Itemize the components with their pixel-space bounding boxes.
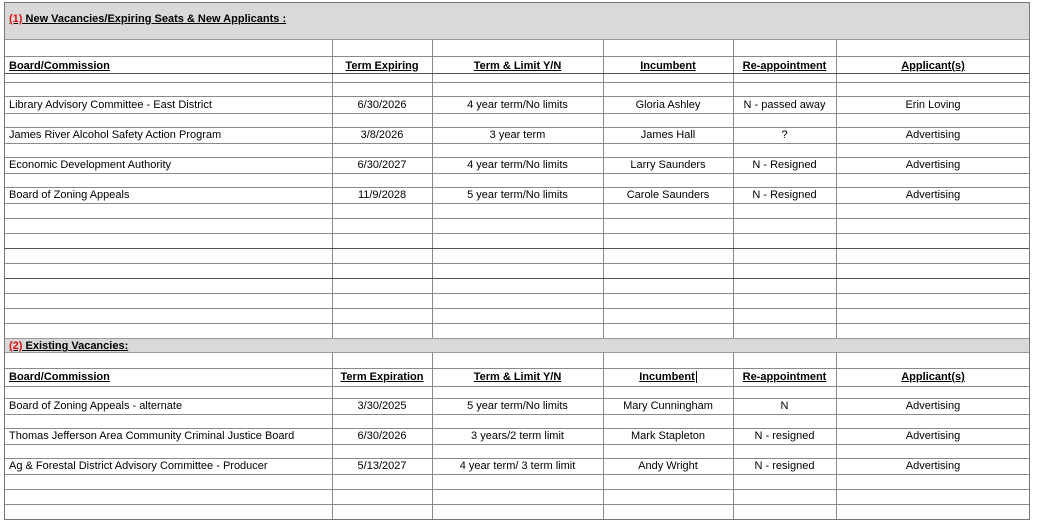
table-row-7-reappointment[interactable]: N - resigned — [754, 460, 815, 472]
grid-hline — [4, 82, 1030, 83]
header-term-expiring[interactable]: Term Expiring — [345, 60, 419, 72]
table-row-5-applicant[interactable]: Advertising — [905, 400, 961, 412]
grid-hline — [4, 248, 1030, 249]
grid-hline — [4, 504, 1030, 505]
table-row-7-board[interactable]: Ag & Forestal District Advisory Committee - Producer — [9, 460, 268, 472]
table-row-3-limit[interactable]: 4 year term/No limits — [467, 159, 568, 171]
text-cursor — [696, 371, 697, 383]
grid-hline — [4, 218, 1030, 219]
table-row-5-term[interactable]: 3/30/2025 — [357, 400, 407, 412]
grid-hline — [4, 203, 1030, 204]
table-row-7-applicant[interactable]: Advertising — [905, 460, 961, 472]
grid-vline — [733, 353, 734, 520]
section-2-title-text: Existing Vacancies: — [22, 340, 129, 352]
grid-vline — [836, 353, 837, 520]
grid-hline — [4, 73, 1030, 74]
grid-hline — [4, 474, 1030, 475]
table-row-1-term[interactable]: 6/30/2026 — [357, 99, 407, 111]
grid-vline — [432, 353, 433, 520]
header-reappointment[interactable]: Re-appointment — [742, 60, 827, 72]
table-row-7-incumbent[interactable]: Andy Wright — [638, 460, 698, 472]
table-row-4-incumbent[interactable]: Carole Saunders — [626, 189, 710, 201]
header-incumbent[interactable]: Incumbent — [640, 60, 696, 72]
section-1-title-text: New Vacancies/Expiring Seats & New Applicants : — [22, 13, 287, 25]
header-term-expiration[interactable]: Term Expiration — [340, 371, 424, 383]
table-row-6-reappointment[interactable]: N - resigned — [754, 430, 815, 442]
grid-hline — [4, 386, 1030, 387]
header-applicants-2[interactable]: Applicant(s) — [901, 371, 965, 383]
header-board-commission-2[interactable]: Board/Commission — [9, 371, 110, 383]
grid-hline — [4, 323, 1030, 324]
grid-hline — [4, 414, 1030, 415]
table-row-3-board[interactable]: Economic Development Authority — [9, 159, 172, 171]
header-applicants[interactable]: Applicant(s) — [901, 60, 965, 72]
grid-vline — [603, 353, 604, 520]
table-row-1-applicant[interactable]: Erin Loving — [905, 99, 961, 111]
grid-hline — [4, 263, 1030, 264]
grid-hline — [4, 96, 1030, 97]
section-2-header-band[interactable] — [4, 338, 1030, 353]
grid-hline — [4, 489, 1030, 490]
table-row-6-term[interactable]: 6/30/2026 — [357, 430, 407, 442]
table-row-5-board[interactable]: Board of Zoning Appeals - alternate — [9, 400, 183, 412]
table-row-3-incumbent[interactable]: Larry Saunders — [630, 159, 706, 171]
table-row-7-limit[interactable]: 4 year term/ 3 term limit — [459, 460, 576, 472]
table-row-4-applicant[interactable]: Advertising — [905, 189, 961, 201]
table-row-2-board[interactable]: James River Alcohol Safety Action Program — [9, 129, 222, 141]
table-row-6-board[interactable]: Thomas Jefferson Area Community Criminal Justice Board — [9, 430, 295, 442]
table-row-2-applicant[interactable]: Advertising — [905, 129, 961, 141]
table-row-6-incumbent[interactable]: Mark Stapleton — [631, 430, 705, 442]
header-reappointment-2[interactable]: Re-appointment — [742, 371, 827, 383]
table-row-3-reappointment[interactable]: N - Resigned — [752, 159, 817, 171]
grid-hline — [4, 368, 1030, 369]
table-row-4-limit[interactable]: 5 year term/No limits — [467, 189, 568, 201]
table-row-5-limit[interactable]: 5 year term/No limits — [467, 400, 568, 412]
grid-hline — [4, 143, 1030, 144]
table-row-4-reappointment[interactable]: N - Resigned — [752, 189, 817, 201]
table-row-4-board[interactable]: Board of Zoning Appeals — [9, 189, 130, 201]
table-row-1-limit[interactable]: 4 year term/No limits — [467, 99, 568, 111]
table-row-4-term[interactable]: 11/9/2028 — [357, 189, 407, 201]
section-2-title — [9, 340, 128, 352]
table-row-5-incumbent[interactable]: Mary Cunningham — [623, 400, 713, 412]
header-term-limit[interactable]: Term & Limit Y/N — [473, 60, 562, 72]
grid-vline — [332, 353, 333, 520]
table-row-2-reappointment[interactable]: ? — [781, 129, 788, 141]
grid-hline — [4, 233, 1030, 234]
grid-hline — [4, 293, 1030, 294]
section-1-number: (1) — [9, 13, 23, 25]
table-row-7-term[interactable]: 5/13/2027 — [357, 460, 407, 472]
table-row-6-limit[interactable]: 3 years/2 term limit — [471, 430, 564, 442]
table-row-1-incumbent[interactable]: Gloria Ashley — [635, 99, 701, 111]
grid-hline — [4, 444, 1030, 445]
table-row-3-term[interactable]: 6/30/2027 — [357, 159, 407, 171]
section-2-number: (2) — [9, 340, 23, 352]
table-row-6-applicant[interactable]: Advertising — [905, 430, 961, 442]
grid-hline — [4, 173, 1030, 174]
table-row-5-reappointment[interactable]: N — [780, 400, 789, 412]
table-row-1-board[interactable]: Library Advisory Committee - East District — [9, 99, 212, 111]
table-row-2-incumbent[interactable]: James Hall — [640, 129, 696, 141]
table-row-2-limit[interactable]: 3 year term — [489, 129, 546, 141]
header-board-commission[interactable]: Board/Commission — [9, 60, 110, 72]
section-1-title — [9, 13, 286, 25]
grid-hline — [4, 113, 1030, 114]
section-1-header-band[interactable] — [4, 2, 1030, 40]
grid-hline — [4, 56, 1030, 57]
table-row-2-term[interactable]: 3/8/2026 — [360, 129, 404, 141]
grid-hline — [4, 278, 1030, 279]
table-row-1-reappointment[interactable]: N - passed away — [743, 99, 826, 111]
table-row-3-applicant[interactable]: Advertising — [905, 159, 961, 171]
grid-hline — [4, 308, 1030, 309]
header-incumbent-2-text: Incumbent — [639, 371, 695, 383]
header-term-limit-2[interactable]: Term & Limit Y/N — [473, 371, 562, 383]
header-incumbent-2[interactable] — [605, 370, 731, 384]
